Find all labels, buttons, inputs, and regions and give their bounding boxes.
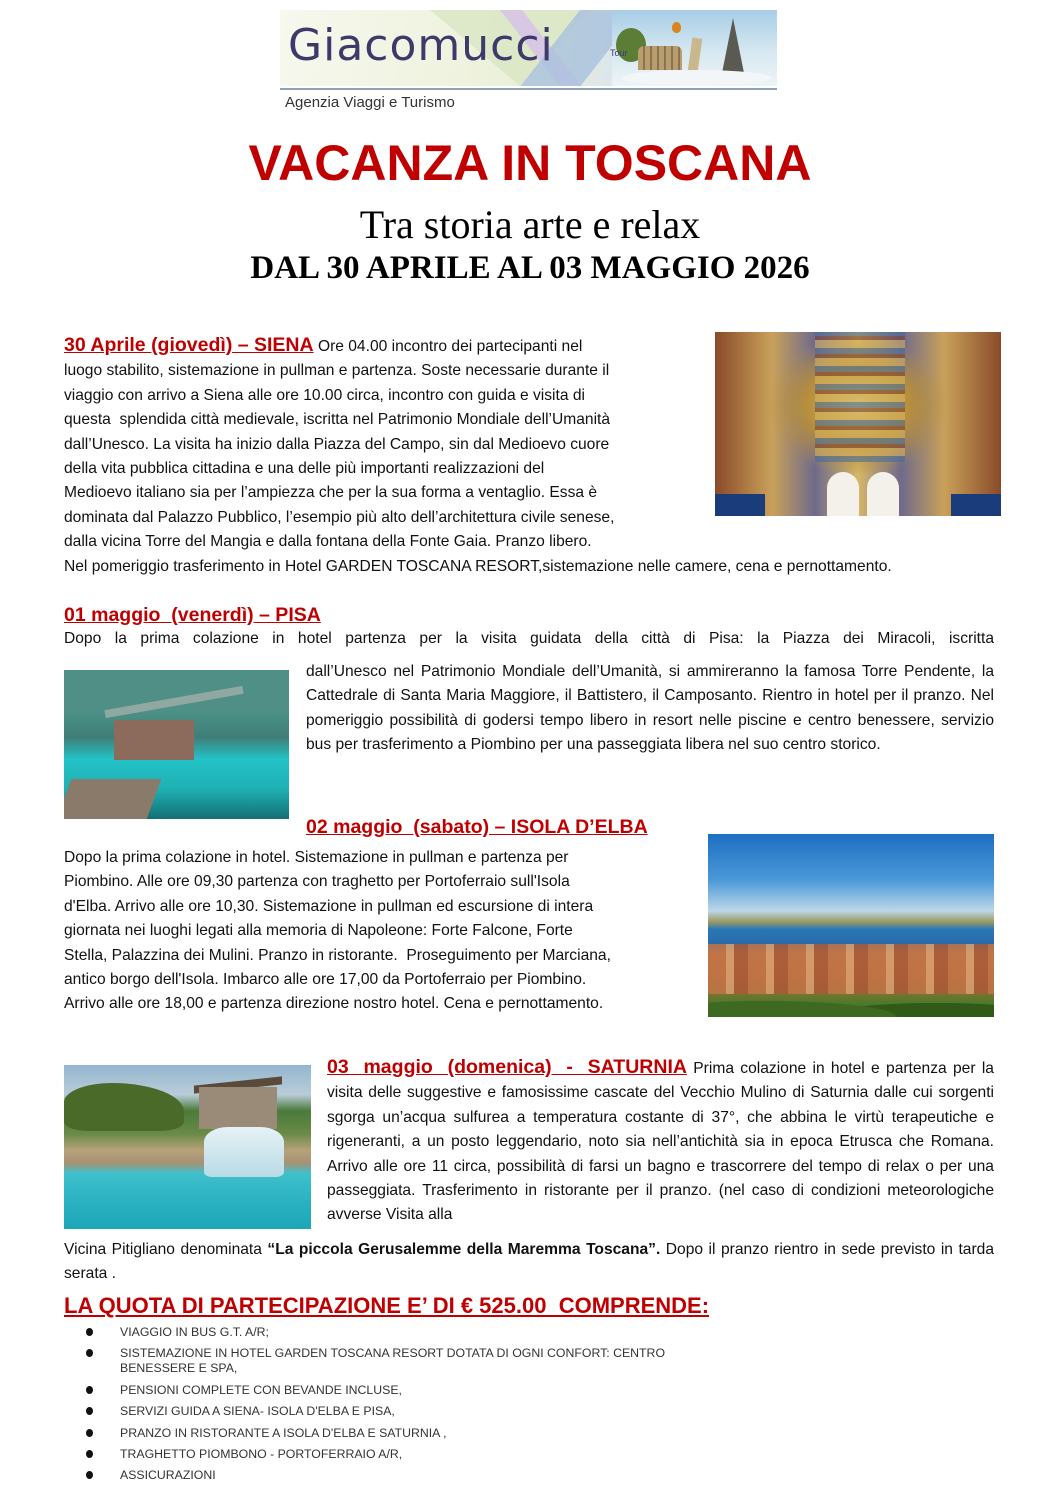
day-heading: 30 Aprile (giovedì) – SIENA	[64, 334, 314, 356]
day-siena-line: viaggio con arrivo a Siena alle ore 10.00 circa, incontro con guida e visita di	[64, 386, 585, 404]
pisa-tower-icon	[688, 37, 703, 72]
day-siena-line	[64, 333, 704, 359]
inclusion-item	[86, 1426, 710, 1441]
fresco-panel	[951, 494, 1001, 516]
logo-tagline: Agenzia Viaggi e Turismo	[285, 94, 455, 111]
day-elba-line: Arrivo alle ore 18,00 e partenza direzione nostro hotel. Cena e pernottamento.	[64, 995, 604, 1013]
day-pisa-section	[64, 603, 994, 652]
day-siena-line: dominata dal Palazzo Pubblico, l’esempio più alto dell’architettura civile senese,	[64, 508, 615, 526]
bullet-icon	[86, 1386, 93, 1394]
day-heading: 03 maggio (domenica) - SATURNIA	[327, 1056, 687, 1078]
bullet-icon	[86, 1450, 93, 1458]
inclusion-item	[86, 1383, 710, 1398]
day-siena-line: dall’Unesco. La visita ha inizio dalla Piazza del Campo, sin dal Medioevo cuore	[64, 435, 610, 453]
saturnia-waterfalls-photo	[64, 1065, 311, 1229]
day-siena-line: Nel pomeriggio trasferimento in Hotel GARDEN TOSCANA RESORT,sistemazione nelle camere, cena e pernottamento.	[64, 557, 892, 575]
logo-suffix: Tour	[610, 48, 628, 58]
day-heading: 01 maggio (venerdì) – PISA	[64, 604, 321, 626]
inclusion-text: TRAGHETTO PIOMBONO - PORTOFERRAIO A/R,	[120, 1446, 403, 1461]
day-siena-line: della vita pubblica cittadina e una delle più importanti realizzazioni del	[64, 460, 545, 478]
resort-spa-pool-photo	[64, 670, 289, 819]
day-text: Ore 04.00 incontro dei partecipanti nel	[317, 338, 583, 355]
day-heading: 02 maggio (sabato) – ISOLA D’ELBA	[306, 816, 648, 838]
day-siena-line: dalla vicina Torre del Mangia e dalla fontana della Fonte Gaia. Pranzo libero.	[64, 533, 592, 551]
day-siena-line: luogo stabilito, sistemazione in pullman e partenza. Soste necessarie durante il	[64, 362, 610, 380]
photo-detail	[114, 720, 194, 760]
trip-dates: DAL 30 APRILE AL 03 MAGGIO 2026	[250, 250, 810, 286]
day-elba-line: Dopo la prima colazione in hotel. Sistemazione in pullman e partenza per	[64, 849, 569, 866]
day-siena-section	[64, 333, 892, 579]
inclusion-text: PENSIONI COMPLETE CON BEVANDE INCLUSE,	[120, 1382, 402, 1397]
photo-detail	[64, 779, 161, 819]
inclusion-text: PRANZO IN RISTORANTE A ISOLA D'ELBA E SATURNIA ,	[120, 1425, 447, 1440]
day-text: Dopo il pranzo rientro in sede previsto in tarda serata .	[64, 1241, 994, 1283]
day-elba-heading-row	[306, 815, 648, 841]
day-pisa-text: dall’Unesco nel Patrimonio Mondiale dell’Umanità, si ammireranno la famosa Torre Pendente, la Cattedrale di Santa Maria Maggiore, il Battistero, il Camposanto. Rientro in hotel per il pranzo. Nel pomeriggio possibilità di godersi tempo libero in resort nelle piscine e centro benessere, servizio bus per trasferimento a Piombino per una passeggiata libera nel suo centro storico.	[306, 663, 994, 754]
pitigliano-nickname: “La piccola Gerusalemme della Maremma Toscana”.	[267, 1241, 661, 1258]
day-saturnia-continued	[64, 1238, 994, 1287]
photo-detail	[199, 1087, 277, 1129]
inclusion-item	[86, 1447, 710, 1462]
photo-detail	[64, 1083, 184, 1131]
landmarks-illustration-icon	[612, 10, 777, 86]
bullet-icon	[86, 1407, 93, 1415]
day-elba-line: Stella, Palazzina dei Mulini. Pranzo in ristorante. Proseguimento per Marciana,	[64, 946, 611, 964]
inclusion-text: VIAGGIO IN BUS G.T. A/R;	[120, 1325, 269, 1339]
logo-wordmark: Giacomucci	[288, 20, 554, 71]
day-elba-line: Piombino. Alle ore 09,30 partenza con traghetto per Portoferraio sull'Isola	[64, 873, 570, 891]
siena-library-ceiling-photo	[715, 332, 1001, 516]
bullet-icon	[86, 1349, 93, 1357]
window-arch	[827, 472, 859, 516]
agency-logo-banner	[280, 10, 777, 86]
cloud-icon	[622, 70, 772, 86]
price-heading: LA QUOTA DI PARTECIPAZIONE E’ DI € 525.00 COMPRENDE:	[64, 1293, 710, 1318]
day-elba-line: antico borgo dell'Isola. Imbarco alle ore 17,00 da Portoferraio per Piombino.	[64, 971, 587, 989]
day-elba-line: d'Elba. Arrivo alle ore 10,30. Sistemazione in pullman ed escursione di intera	[64, 897, 594, 915]
photo-detail	[204, 1127, 284, 1177]
photo-detail	[708, 989, 994, 1017]
inclusion-item	[86, 1325, 710, 1340]
day-siena-line: questa splendida città medievale, iscritta nel Patrimonio Mondiale dell’Umanità	[64, 411, 611, 429]
page-title: VACANZA IN TOSCANA	[248, 135, 812, 191]
fresco-vault	[815, 332, 905, 462]
eiffel-tower-icon	[722, 18, 744, 73]
inclusion-text: SISTEMAZIONE IN HOTEL GARDEN TOSCANA RESORT DOTATA DI OGNI CONFORT: CENTRO BENESSERE E SPA,	[120, 1346, 666, 1376]
inclusion-item	[86, 1468, 710, 1483]
logo-divider	[280, 88, 777, 90]
bullet-icon	[86, 1328, 93, 1336]
day-text: Dopo la prima colazione in hotel partenza per la visita guidata della città di Pisa: la Piazza dei Miracoli, iscritta	[64, 630, 994, 648]
inclusion-text: ASSICURAZIONI	[120, 1468, 216, 1483]
fresco-panel	[715, 494, 765, 516]
window-arch	[867, 472, 899, 516]
inclusion-item	[86, 1346, 710, 1376]
inclusions-list	[86, 1325, 710, 1490]
day-text: Vicina Pitigliano denominata	[64, 1241, 268, 1258]
day-elba-line: giornata nei luoghi legati alla memoria di Napoleone: Forte Falcone, Forte	[64, 922, 573, 940]
bullet-icon	[86, 1429, 93, 1437]
page-subtitle: Tra storia arte e relax	[359, 202, 701, 247]
day-elba-section	[64, 846, 694, 1017]
elba-portoferraio-photo	[708, 834, 994, 1017]
day-saturnia-section	[327, 1055, 994, 1228]
day-text: Prima colazione in hotel e partenza per la visita delle suggestive e famosissime cascate del Vecchio Mulino di Saturnia dalle cui sorgenti sgorga un’acqua sulfurea a temperatura costante di 37°, che abbina le virtù terapeutiche e rigeneranti, a un posto leggendario, noto sia nell’antichità sia in epoca Etrusca che Romana. Arrivo alle ore 11 circa, possibilità di farsi un bagno e trascorrere del tempo di relax o per una passeggiata. Trasferimento in ristorante per il pranzo. (nel caso di condizioni meteorologiche avverse Visita alla	[327, 1060, 994, 1224]
colosseum-icon	[638, 46, 682, 70]
inclusion-item	[86, 1404, 710, 1419]
day-siena-line: Medioevo italiano sia per l’ampiezza che per la sua forma a ventaglio. Essa è	[64, 484, 598, 502]
inclusion-text: SERVIZI GUIDA A SIENA- ISOLA D'ELBA E PISA,	[120, 1404, 395, 1419]
photo-detail	[708, 944, 994, 994]
bullet-icon	[86, 1471, 93, 1479]
hot-air-balloon-icon	[672, 22, 681, 33]
